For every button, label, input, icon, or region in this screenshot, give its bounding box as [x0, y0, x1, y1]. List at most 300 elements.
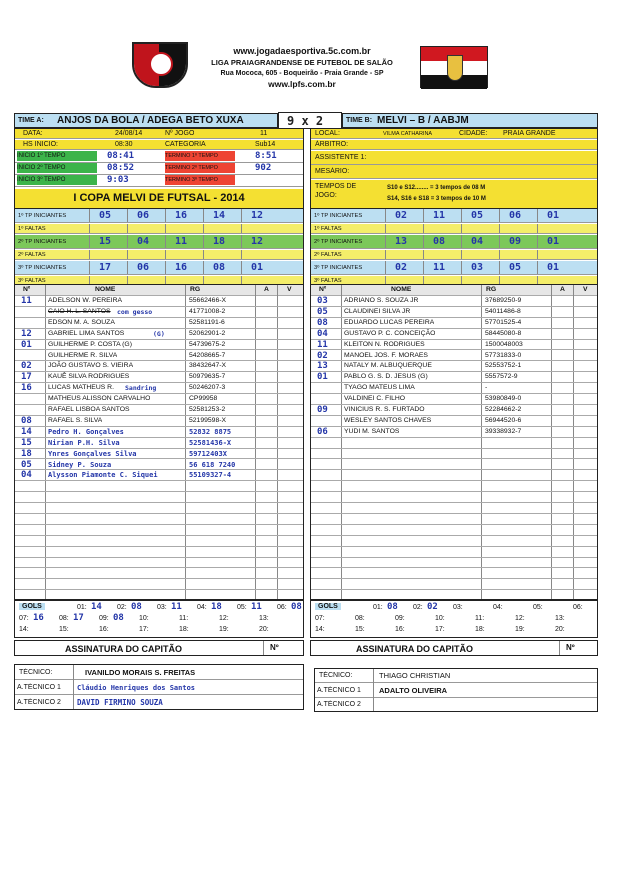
period-row: [311, 209, 597, 223]
player-number: 11: [21, 296, 32, 306]
team-a-roster: [14, 284, 304, 600]
roster-row: [311, 307, 597, 318]
roster-row: [311, 547, 597, 558]
player-name: Ynres Gonçalves Silva: [48, 449, 137, 458]
player-name: YUDI M. SANTOS: [344, 427, 400, 435]
player-name: KLEITON N. RODRIGUES: [344, 340, 425, 348]
start-label: HS INICIO:: [23, 141, 59, 148]
period-player-number: 14: [213, 210, 226, 221]
period-player-number: 08: [213, 262, 226, 273]
player-rg: 38432647-X: [189, 362, 227, 370]
roster-row: [15, 536, 303, 547]
player-name: VALDINEI C. FILHO: [344, 395, 406, 403]
goal-scorer-number: 11: [171, 602, 182, 612]
player-name: TYAGO MATEUS LIMA: [344, 384, 415, 392]
team-b-periods: [310, 208, 598, 284]
goal-slot-label: 12:: [515, 615, 525, 622]
player-number: 13: [317, 361, 328, 372]
roster-row: [311, 536, 597, 547]
player-rg: 54011486-8: [485, 307, 521, 315]
goal-slot-label: 05:: [237, 604, 247, 611]
roster-row: [311, 449, 597, 460]
team-b-staff: [314, 668, 598, 712]
player-name: RAFAEL LISBOA SANTOS: [48, 406, 130, 413]
roster-row: [15, 351, 303, 362]
roster-row: [15, 340, 303, 351]
game-no: 11: [260, 130, 268, 137]
roster-header-a: A: [264, 286, 269, 293]
goal-slot-label: 05:: [533, 604, 543, 611]
roster-row: [15, 394, 303, 405]
period1-start-label: INICIO 1º TEMPO: [17, 151, 97, 161]
match-info-right: [310, 128, 598, 208]
player-number: 08: [317, 317, 328, 328]
player-rg: 52284662-2: [485, 406, 522, 413]
roster-row: [311, 416, 597, 427]
period-player-number: 01: [547, 210, 560, 221]
team-b-name: MELVI – B / AABJM: [377, 115, 469, 126]
roster-row: [15, 449, 303, 460]
goal-slot-label: 14:: [315, 626, 325, 633]
goal-slot-label: 15:: [355, 626, 365, 633]
roster-row: [311, 296, 597, 307]
player-name: GUSTAVO P. C. CONCEIÇÃO: [344, 329, 436, 337]
player-rg: 54208665-7: [189, 351, 226, 359]
goal-slot-label: 06:: [573, 604, 583, 611]
roster-row: [15, 460, 303, 471]
goal-scorer-number: 18: [211, 602, 222, 612]
period3-start: 9:03: [107, 175, 129, 185]
period-row-label: 3º FALTAS: [314, 278, 342, 284]
signature-title-b: ASSINATURA DO CAPITÃO: [356, 644, 473, 654]
roster-row: [15, 296, 303, 307]
roster-row: [311, 318, 597, 329]
player-name: RAFAEL S. SILVA: [48, 416, 103, 424]
roster-row: [311, 579, 597, 590]
signature-num-b: Nº: [566, 643, 575, 652]
team-a-label: TIME A:: [18, 117, 44, 124]
player-rg: 56944520-6: [485, 416, 522, 424]
goal-slot-label: 11:: [179, 615, 189, 622]
roster-row: [15, 307, 303, 318]
player-name: ADRIANO S. SOUZA JR: [344, 297, 419, 304]
roster-header-num: Nº: [23, 286, 31, 293]
roster-row: [15, 470, 303, 481]
period-player-number: 02: [395, 210, 408, 221]
period1-end-label: TERMINO 1º TEMPO: [165, 151, 235, 161]
player-number: 02: [317, 350, 328, 361]
player-rg: 57701525-4: [485, 318, 522, 326]
goal-slot-label: 15:: [59, 626, 69, 633]
player-rg: 52062901-2: [189, 329, 226, 337]
period-player-number: 05: [509, 262, 522, 273]
a1-b: ADALTO OLIVEIRA: [379, 686, 448, 695]
player-rg: 39338932-7: [485, 427, 522, 435]
period-player-number: 02: [395, 262, 408, 273]
player-number: 02: [21, 361, 32, 372]
roster-row: [15, 361, 303, 372]
goals-label: GOLS: [315, 603, 341, 610]
period-player-number: 16: [175, 262, 188, 273]
player-name: JOÃO GUSTAVO S. VIEIRA: [48, 362, 134, 370]
team-b-signature: [310, 640, 598, 656]
period-row: [15, 261, 303, 275]
roster-row: [15, 318, 303, 329]
period-player-number: 12: [251, 236, 264, 247]
goal-scorer-number: 08: [113, 613, 124, 623]
period-row-label: 2º TP INICIANTES: [314, 239, 363, 245]
goal-scorer-number: 08: [291, 602, 302, 612]
period-player-number: 06: [137, 262, 150, 273]
player-rg: 37689250-9: [485, 297, 522, 304]
goal-scorer-number: 02: [427, 602, 438, 612]
goal-slot-label: 08:: [355, 615, 365, 622]
player-name: NATALY M. ALBUQUERQUE: [344, 362, 432, 370]
player-note: Sandring: [125, 384, 157, 393]
a2-label-a: A.TÉCNICO 2: [17, 699, 61, 706]
match-info-left: [14, 128, 304, 208]
a1-a: Cláudio Henriques dos Santos: [77, 684, 196, 692]
goal-slot-label: 16:: [395, 626, 405, 633]
roster-header: [311, 285, 597, 296]
player-number: 05: [21, 459, 32, 470]
mesario-label: MESÁRIO:: [315, 168, 350, 175]
period-row-label: 1º FALTAS: [18, 226, 46, 232]
roster-header-v: V: [287, 286, 292, 293]
period-player-number: 13: [395, 236, 408, 247]
game-no-label: Nº JOGO: [165, 130, 195, 137]
period-player-number: 04: [471, 236, 484, 247]
player-number: 03: [317, 296, 328, 306]
team-a-signature: [14, 640, 304, 656]
player-rg: 53980849-0: [485, 395, 522, 403]
period3-start-label: INICIO 3º TEMPO: [17, 175, 97, 185]
header: [192, 46, 412, 90]
roster-header-name: NOME: [95, 286, 116, 293]
local-label: LOCAL:: [315, 130, 340, 137]
league-logo: [132, 42, 188, 88]
goals-label: GOLS: [19, 603, 45, 610]
player-number: 01: [317, 372, 328, 383]
player-rg: 52199598-X: [189, 416, 227, 424]
city: PRAIA GRANDE: [503, 130, 556, 137]
player-number: 09: [317, 405, 328, 415]
player-rg: 59712403X: [189, 449, 227, 458]
player-rg: 5557572-9: [485, 373, 518, 381]
period-player-number: 03: [471, 262, 484, 273]
roster-row: [311, 481, 597, 492]
player-name: KAUÊ SILVA RODRIGUES: [48, 373, 130, 381]
period-player-number: 12: [251, 210, 264, 221]
roster-row: [311, 503, 597, 514]
a1-label-a: A.TÉCNICO 1: [17, 684, 61, 691]
tournament-title: I COPA MELVI DE FUTSAL - 2014: [15, 189, 303, 208]
player-rg: 1500048003: [485, 340, 523, 348]
roster-row: [311, 427, 597, 438]
player-rg: CP99958: [189, 395, 218, 403]
roster-row: [15, 416, 303, 427]
goal-slot-label: 02:: [413, 604, 423, 611]
goal-scorer-number: 16: [33, 613, 44, 623]
goal-slot-label: 03:: [453, 604, 463, 611]
player-name: Nirian P.H. Silva: [48, 438, 120, 447]
player-rg: 58445080-8: [485, 329, 522, 337]
player-name: Pedro H. Gonçalves: [48, 427, 124, 436]
score: 9 x 2: [287, 114, 324, 128]
player-rg: 41771008-2: [189, 307, 226, 315]
goal-slot-label: 12:: [219, 615, 229, 622]
period-row: [15, 235, 303, 249]
player-name: PABLO G. S. D. JESUS (G): [344, 373, 428, 381]
goal-slot-label: 07:: [19, 615, 29, 622]
a2-label-b: A.TÉCNICO 2: [317, 701, 361, 708]
player-note: com gesso: [117, 307, 153, 316]
date: 24/08/14: [115, 130, 143, 137]
roster-row: [311, 351, 597, 362]
city-label: CIDADE:: [459, 130, 488, 137]
goal-slot-label: 19:: [515, 626, 525, 633]
period-row-label: 3º TP INICIANTES: [18, 265, 67, 271]
player-number: 08: [21, 415, 32, 426]
period1-end: 8:51: [255, 151, 277, 161]
goal-slot-label: 20:: [259, 626, 269, 633]
category-label: CATEGORIA: [165, 141, 206, 148]
tecnico-a: IVANILDO MORAIS S. FREITAS: [85, 668, 196, 677]
player-name: EDSON M. A. SOUZA: [48, 318, 115, 326]
roster-row: [15, 329, 303, 340]
team-a-staff: [14, 664, 304, 710]
player-rg: 52553752-1: [485, 362, 522, 370]
player-rg: 50246207-3: [189, 384, 226, 392]
player-rg: 56 618 7240: [189, 460, 236, 469]
period-row: [15, 209, 303, 223]
player-number: 18: [21, 448, 32, 459]
tecnico-b: THIAGO CHRISTIAN: [379, 671, 451, 680]
period-row: [311, 250, 597, 260]
period3-end-label: TERMINO 3º TEMPO: [165, 175, 235, 185]
roster-row: [311, 372, 597, 383]
player-name: Alysson Piamonte C. Siquei: [48, 471, 158, 480]
goal-slot-label: 03:: [157, 604, 167, 611]
period2-start: 08:52: [107, 163, 135, 173]
period-player-number: 18: [213, 236, 226, 247]
period2-end-label: TERMINO 2º TEMPO: [165, 163, 235, 173]
roster-header-num: Nº: [319, 286, 327, 293]
roster-row: [311, 460, 597, 471]
period-row: [311, 224, 597, 234]
signature-title-a: ASSINATURA DO CAPITÃO: [65, 644, 182, 654]
roster-row: [311, 329, 597, 340]
goal-slot-label: 11:: [475, 615, 485, 622]
roster-row: [311, 492, 597, 503]
period-player-number: 11: [175, 236, 188, 247]
period-player-number: 11: [433, 210, 446, 221]
player-name: CLAUDINEI SILVA JR: [344, 307, 411, 315]
player-number: 01: [21, 339, 32, 350]
goal-slot-label: 18:: [475, 626, 485, 633]
roster-row: [15, 525, 303, 536]
score-box: [278, 112, 342, 129]
period-row-label: 2º TP INICIANTES: [18, 239, 67, 245]
player-number: 17: [21, 372, 32, 383]
period-row-label: 1º TP INICIANTES: [18, 213, 67, 219]
player-rg: 57731833-0: [485, 351, 522, 359]
period-player-number: 01: [547, 262, 560, 273]
period-player-number: 05: [471, 210, 484, 221]
period-row: [311, 261, 597, 275]
times-label: TEMPOS DE JOGO:: [315, 183, 357, 199]
goal-slot-label: 17:: [435, 626, 445, 633]
player-name: GUILHERME P. COSTA (G): [48, 340, 132, 348]
assistant-label: ASSISTENTE 1:: [315, 154, 367, 161]
roster-row: [15, 547, 303, 558]
period-row-label: 2º FALTAS: [314, 252, 342, 258]
player-rg: 52581253-2: [189, 406, 226, 413]
date-label: DATA:: [23, 130, 43, 137]
period-row-label: 3º TP INICIANTES: [314, 265, 363, 271]
player-name: EDUARDO LUCAS PEREIRA: [344, 318, 435, 326]
roster-row: [311, 394, 597, 405]
player-name: MANOEL JOS. F. MORAES: [344, 351, 428, 359]
roster-row: [311, 340, 597, 351]
player-number: 12: [21, 328, 32, 339]
roster-header-a: A: [560, 286, 565, 293]
player-name: WESLEY SANTOS CHAVES: [344, 416, 432, 424]
roster-row: [15, 492, 303, 503]
a1-label-b: A.TÉCNICO 1: [317, 687, 361, 694]
player-rg: 50979635-7: [189, 373, 226, 381]
roster-row: [311, 405, 597, 416]
period-player-number: 04: [137, 236, 150, 247]
roster-row: [15, 569, 303, 580]
team-a-goals: [14, 600, 304, 638]
category: Sub14: [255, 141, 276, 148]
roster-row: [311, 569, 597, 580]
roster-row: [311, 383, 597, 394]
team-b-goals: [310, 600, 598, 638]
player-name: CAIO H. L. SANTOS: [48, 307, 111, 315]
goal-slot-label: 01:: [77, 604, 87, 611]
player-rg: 52832 8875: [189, 427, 232, 436]
period-row-label: 3º FALTAS: [18, 278, 46, 284]
site-url-2: www.lpfs.com.br: [268, 79, 336, 89]
city-flag: [420, 46, 488, 88]
referee-label: ÁRBITRO:: [315, 141, 349, 148]
roster-header: [15, 285, 303, 296]
player-rg: 54739675-2: [189, 340, 226, 348]
period-player-number: 16: [175, 210, 188, 221]
player-name: Sidney P. Souza: [48, 460, 112, 469]
goal-slot-label: 17:: [139, 626, 149, 633]
roster-row: [15, 405, 303, 416]
roster-row: [311, 361, 597, 372]
site-url: www.jogadaesportiva.5c.com.br: [233, 46, 371, 56]
player-rg: 52581436-X: [189, 438, 232, 447]
goal-scorer-number: 17: [73, 613, 84, 623]
roster-row: [311, 438, 597, 449]
goal-slot-label: 09:: [99, 615, 109, 622]
team-a-name: ANJOS DA BOLA / ADEGA BETO XUXA: [57, 115, 244, 126]
goal-scorer-number: 14: [91, 602, 102, 612]
player-rg: -: [485, 384, 488, 392]
period-player-number: 08: [433, 236, 446, 247]
player-number: 04: [21, 470, 32, 481]
player-number: 04: [317, 328, 328, 339]
period-player-number: 06: [509, 210, 522, 221]
period-player-number: 17: [99, 262, 112, 273]
period-player-number: 09: [509, 236, 522, 247]
period2-end: 902: [255, 163, 272, 173]
roster-header-rg: RG: [190, 286, 201, 293]
address: Rua Mococa, 605 - Boqueirão - Praia Grande - SP: [220, 70, 384, 77]
player-number: 15: [21, 437, 32, 448]
goal-scorer-number: 08: [387, 602, 398, 612]
period2-start-label: INICIO 2º TEMPO: [17, 163, 97, 173]
player-number: 06: [317, 426, 328, 437]
roster-row: [15, 514, 303, 525]
goal-slot-label: 13:: [555, 615, 565, 622]
goal-slot-label: 09:: [395, 615, 405, 622]
goal-slot-label: 16:: [99, 626, 109, 633]
goal-slot-label: 14:: [19, 626, 29, 633]
goal-slot-label: 18:: [179, 626, 189, 633]
period-row-label: 2º FALTAS: [18, 252, 46, 258]
roster-header-v: V: [583, 286, 588, 293]
roster-row: [311, 514, 597, 525]
roster-row: [15, 558, 303, 569]
period-player-number: 06: [137, 210, 150, 221]
player-name: VINICIUS R. S. FURTADO: [344, 406, 425, 413]
period-row: [311, 235, 597, 249]
period-row: [15, 224, 303, 234]
player-name: MATHEUS ALISSON CARVALHO: [48, 395, 151, 403]
goal-slot-label: 02:: [117, 604, 127, 611]
goal-slot-label: 04:: [197, 604, 207, 611]
roster-row: [15, 372, 303, 383]
period1-start: 08:41: [107, 151, 135, 161]
period-player-number: 11: [433, 262, 446, 273]
roster-row: [15, 383, 303, 394]
team-a-bar: [14, 113, 278, 128]
player-rg: 52581191-6: [189, 318, 225, 326]
goal-slot-label: 19:: [219, 626, 229, 633]
roster-row: [311, 470, 597, 481]
goal-scorer-number: 08: [131, 602, 142, 612]
tecnico-label-b: TÉCNICO:: [319, 672, 353, 679]
tecnico-label-a: TÉCNICO:: [19, 669, 53, 676]
goal-scorer-number: 11: [251, 602, 262, 612]
roster-row: [15, 579, 303, 590]
roster-row: [311, 525, 597, 536]
times-b: S14, S16 e S18 = 3 tempos de 10 M: [387, 196, 486, 202]
player-name: GUILHERME R. SILVA: [48, 351, 118, 359]
team-b-label: TIME B:: [346, 117, 373, 124]
times-a: S10 e S12........ = 3 tempos de 08 M: [387, 185, 486, 191]
player-rg: 55662466-X: [189, 297, 227, 304]
roster-row: [15, 438, 303, 449]
period-player-number: 01: [251, 262, 264, 273]
goal-slot-label: 01:: [373, 604, 383, 611]
a2-a: DAVID FIRMINO SOUZA: [77, 698, 163, 707]
roster-header-name: NOME: [391, 286, 412, 293]
player-number: 11: [317, 339, 328, 350]
player-note: (G): [153, 329, 165, 338]
player-name: LUCAS MATHEUS R.: [48, 384, 114, 392]
roster-row: [15, 427, 303, 438]
goal-slot-label: 04:: [493, 604, 503, 611]
player-name: GABRIEL LIMA SANTOS: [48, 329, 125, 337]
roster-row: [15, 481, 303, 492]
